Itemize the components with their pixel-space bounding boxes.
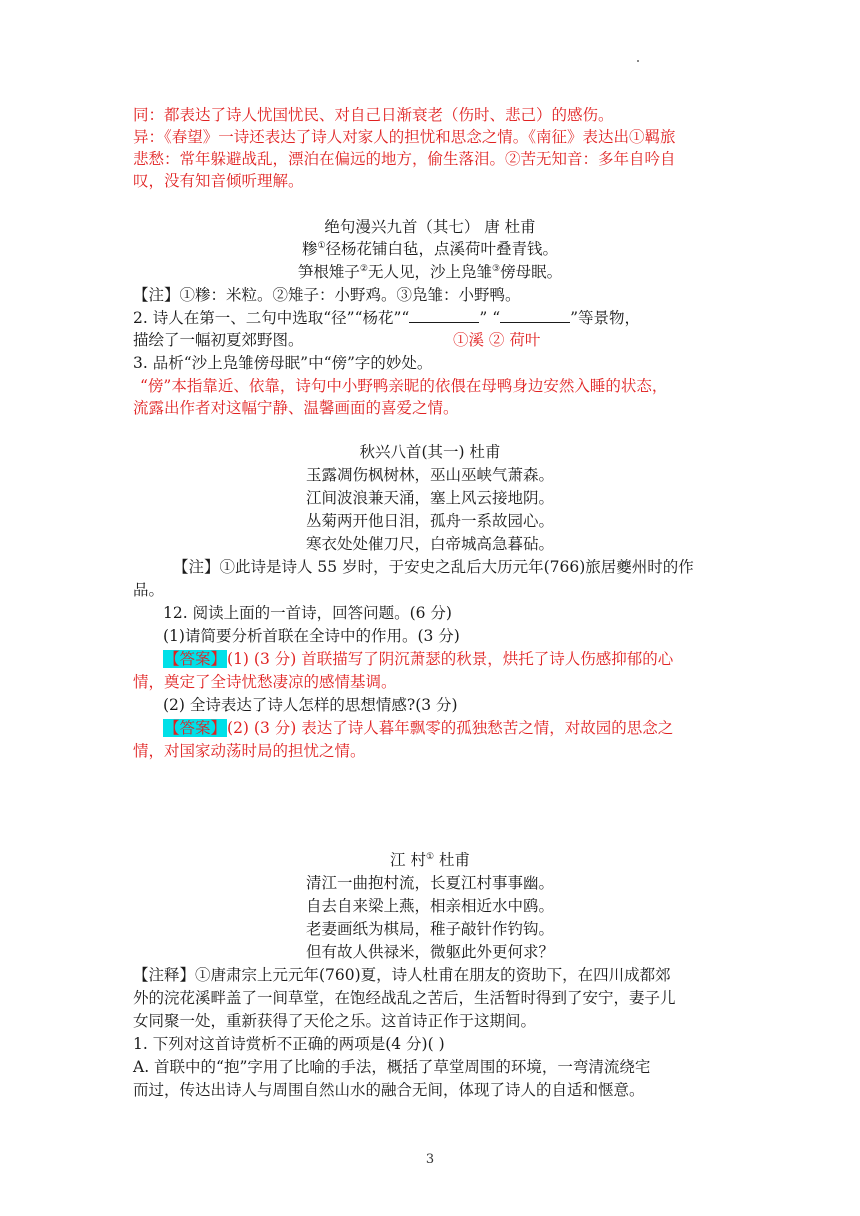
question-12-2: (2) 全诗表达了诗人怎样的思想情感?(3 分) [163, 696, 458, 714]
question-3: 3. 品析“沙上凫雏傍母眠”中“傍”字的妙处。 [133, 354, 433, 372]
answer-diff-1: 异：《春望》一诗还表达了诗人对家人的担忧和思念之情。《南征》表达出①羁旅 [133, 128, 676, 146]
page-number: 3 [425, 1152, 435, 1167]
poem3-line3: 老妻画纸为棋局，稚子敲针作钓钩。 [305, 920, 554, 938]
poem1-line2: 笋根雉子②无人见，沙上凫雏③傍母眠。 [297, 263, 563, 281]
poem1-note: 【注】①糁：米粒。②雉子：小野鸡。③凫雏：小野鸭。 [133, 286, 521, 304]
poem3-note-1: 【注释】①唐肃宗上元元年(760)夏，诗人杜甫在朋友的资助下，在四川成都郊 [133, 966, 671, 984]
poem2-line2: 江间波浪兼天涌，塞上风云接地阴。 [305, 489, 554, 507]
question-2-answer: ①溪 ② 荷叶 [453, 331, 541, 349]
answer-label: 【答案】 [164, 719, 227, 737]
poem3-line4: 但有故人供禄米，微躯此外更何求？ [305, 943, 554, 961]
answer-12-1-b: 情，奠定了全诗忧愁凄凉的感情基调。 [133, 673, 397, 691]
poem3-title: 江 村① 杜甫 [390, 851, 470, 869]
answer-12-1-a: 【答案】(1) (3 分) 首联描写了阴沉萧瑟的秋景，烘托了诗人伤感抑郁的心 [164, 650, 674, 668]
answer-same: 同：都表达了诗人忧国忧民、对自己日渐衰老（伤时、悲己）的感伤。 [133, 106, 614, 124]
option-a-1: A. 首联中的“抱”字用了比喻的手法，概括了草堂周围的环境，一弯清流绕宅 [133, 1058, 651, 1076]
poem3-line2: 自去自来梁上燕，相亲相近水中鸥。 [305, 897, 554, 915]
answer-12-2-b: 情，对国家动荡时局的担忧之情。 [133, 742, 366, 760]
answer-12-2-a: 【答案】(2) (3 分) 表达了诗人暮年飘零的孤独愁苦之情，对故园的思念之 [164, 719, 674, 737]
question-3-answer-2: 流露出作者对这幅宁静、温馨画面的喜爱之情。 [133, 399, 459, 417]
question-2-cont: 描绘了一幅初夏郊野图。 [133, 331, 304, 349]
poem2-line1: 玉露凋伤枫树林，巫山巫峡气萧森。 [305, 466, 554, 484]
poem3-line1: 清江一曲抱村流，长夏江村事事幽。 [305, 874, 554, 892]
poem1-line1: 糁①径杨花铺白毡，点溪荷叶叠青钱。 [301, 240, 559, 258]
poem2-line3: 丛菊两开他日泪，孤舟一系故园心。 [305, 512, 554, 530]
question-3-answer-1: “傍”本指靠近、依靠，诗句中小野鸭亲昵的依偎在母鸭身边安然入睡的状态， [140, 377, 668, 395]
poem2-title: 秋兴八首(其一) 杜甫 [359, 443, 501, 461]
poem2-note-1: 【注】①此诗是诗人 55 岁时，于安史之乱后大历元年(766)旅居夔州时的作 [173, 558, 694, 576]
page-dot [637, 60, 639, 62]
question-12-1: (1)请简要分析首联在全诗中的作用。(3 分) [163, 627, 460, 645]
poem2-line4: 寒衣处处催刀尺，白帝城高急暮砧。 [305, 535, 554, 553]
question-2: 2. 诗人在第一、二句中选取“径”“杨花”“ ” “ ”等景物， [133, 309, 641, 327]
answer-diff-3: 叹，没有知音倾听理解。 [133, 172, 304, 190]
question-12: 12. 阅读上面的一首诗，回答问题。(6 分) [163, 604, 452, 622]
option-a-2: 而过，传达出诗人与周围自然山水的融合无间，体现了诗人的自适和惬意。 [133, 1081, 645, 1099]
poem2-note-2: 品。 [133, 581, 165, 599]
answer-label: 【答案】 [164, 650, 227, 668]
answer-diff-2: 悲愁：常年躲避战乱，漂泊在偏远的地方，偷生落泪。②苦无知音：多年自吟自 [133, 150, 676, 168]
poem3-note-3: 女同聚一处，重新获得了天伦之乐。这首诗正作于这期间。 [133, 1012, 537, 1030]
answer-blank-2 [500, 308, 570, 323]
answer-blank-1 [409, 308, 479, 323]
poem1-title: 绝句漫兴九首（其七） 唐 杜甫 [324, 218, 536, 236]
question-1: 1. 下列对这首诗赏析不正确的两项是(4 分)( ) [133, 1035, 445, 1053]
poem3-note-2: 外的浣花溪畔盖了一间草堂，在饱经战乱之苦后，生活暂时得到了安宁，妻子儿 [133, 989, 676, 1007]
